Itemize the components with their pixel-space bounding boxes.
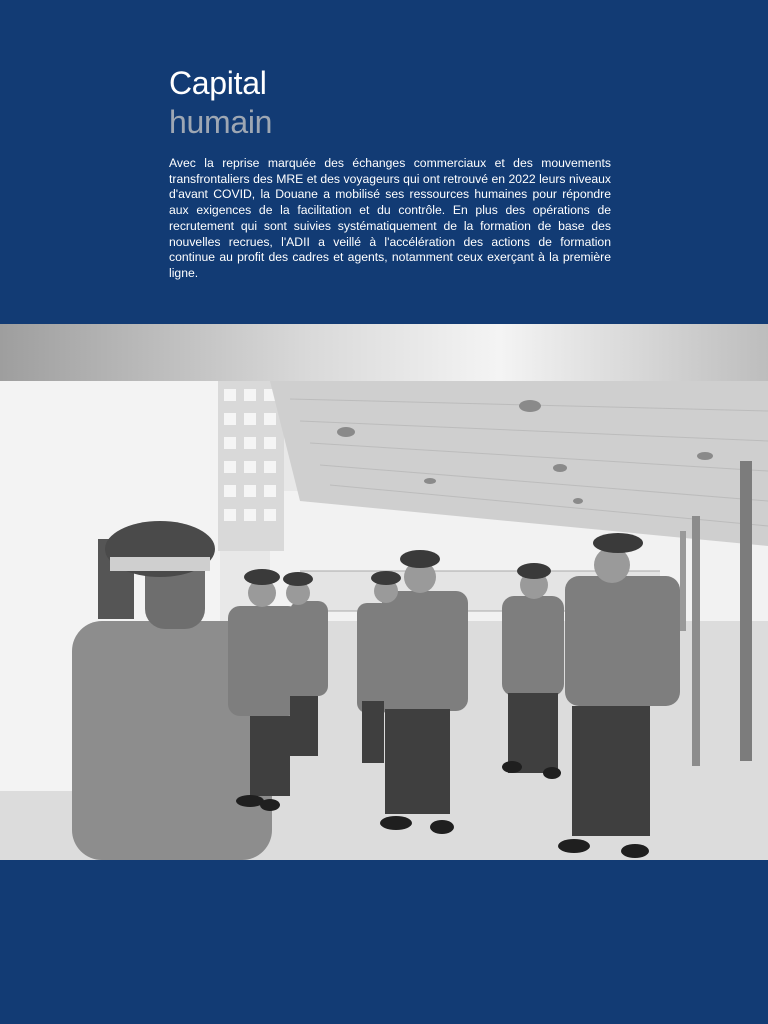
gradient-band xyxy=(0,324,768,381)
customs-officers-photo xyxy=(0,381,768,860)
intro-paragraph: Avec la reprise marquée des échanges commerciaux et des mouvements transfrontaliers des MRE et des voyageurs qui ont retrouvé en 2022 leurs niveaux d'avant COVID, la Douane a mobilisé ses ressources humaines pour répondre aux exigences de la facilitation et du contrôle. En plus des opérations de recrutement qui sont suivies systématiquement de la formation de base des nouvelles recrues, l'ADII a veillé à l'accélération des actions de formation continue au profit des cadres et agents, notamment ceux exerçant à la première ligne. xyxy=(169,156,611,280)
footer-panel xyxy=(0,860,768,1024)
header-panel xyxy=(0,0,768,324)
section-subtitle: humain xyxy=(169,104,273,140)
section-title: Capital xyxy=(169,65,267,101)
